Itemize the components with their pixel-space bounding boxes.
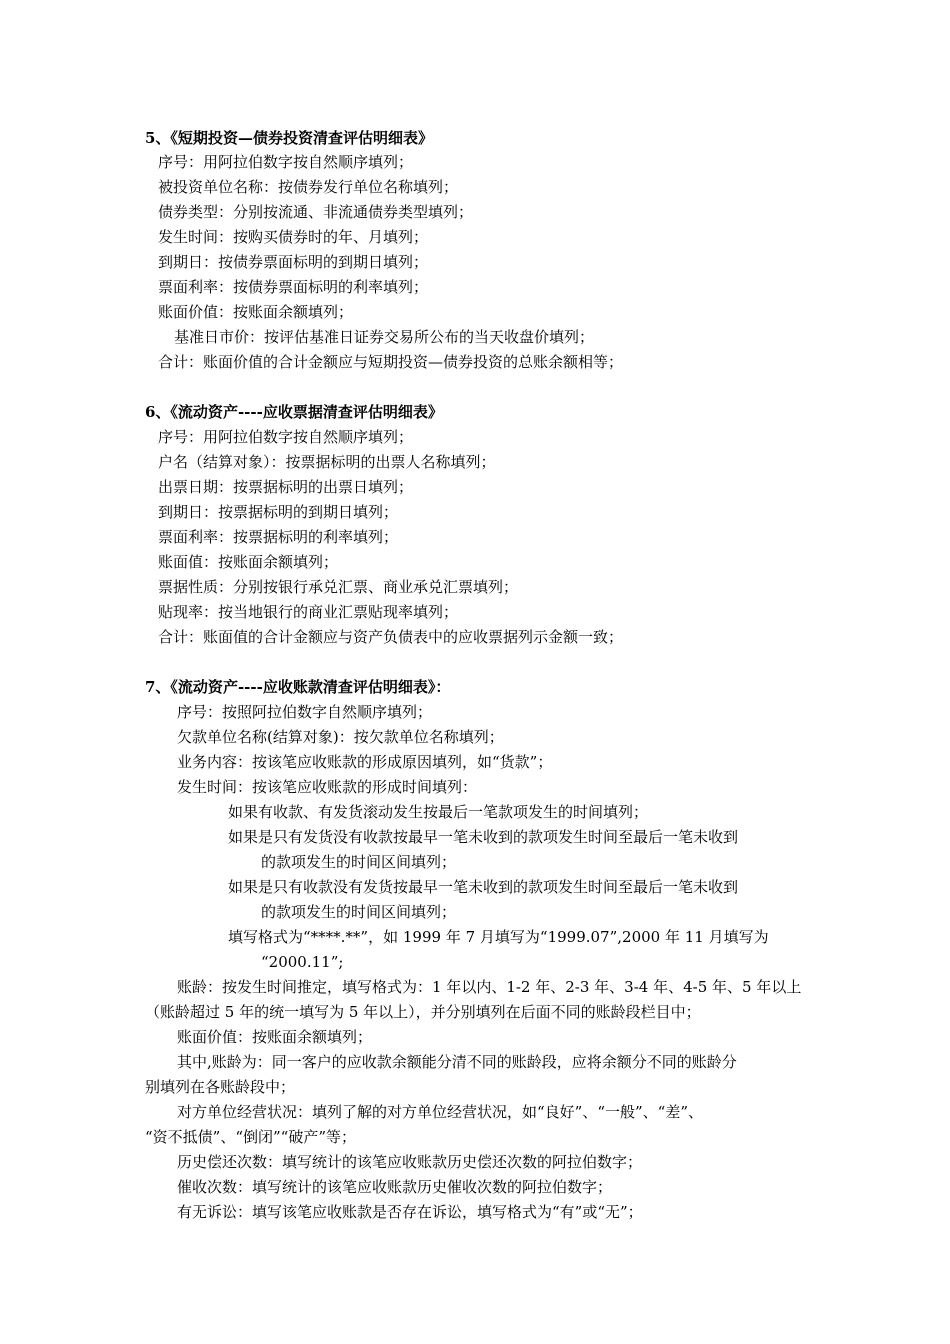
- section-6-line: 票据性质：分别按银行承兑汇票、商业承兑汇票填列；: [158, 578, 519, 596]
- section-6-line: 到期日：按票据标明的到期日填列；: [158, 503, 399, 521]
- section-7-line: “2000.11”;: [261, 953, 344, 971]
- section-7-line: 别填列在各账龄段中；: [145, 1078, 296, 1096]
- section-7-heading: 7、《流动资产----应收账款清查评估明细表》：: [145, 678, 451, 696]
- section-5-line: 序号：用阿拉伯数字按自然顺序填列；: [158, 153, 414, 171]
- section-6-line: 户名（结算对象）：按票据标明的出票人名称填列；: [158, 453, 496, 471]
- section-7-line: 催收次数：填写统计的该笔应收账款历史催收次数的阿拉伯数字；: [177, 1178, 613, 1196]
- section-7-line: 如果有收款、有发货滚动发生按最后一笔款项发生的时间填列；: [228, 803, 649, 821]
- section-7-line: 对方单位经营状况：填列了解的对方单位经营状况，如“良好”、“一般”、“差”、: [177, 1103, 704, 1121]
- section-5-line: 合计：账面价值的合计金额应与短期投资—债券投资的总账余额相等；: [158, 353, 624, 371]
- section-6-heading: 6、《流动资产----应收票据清查评估明细表》: [145, 403, 443, 421]
- section-5-line: 到期日：按债券票面标明的到期日填列；: [158, 253, 429, 271]
- section-7-line: 发生时间：按该笔应收账款的形成时间填列：: [177, 778, 478, 796]
- section-5-line: 发生时间：按购买债券时的年、月填列；: [158, 228, 429, 246]
- section-7-line: 账面价值：按账面余额填列；: [177, 1028, 373, 1046]
- section-7-line: （账龄超过 5 年的统一填写为 5 年以上），并分别填列在后面不同的账龄段栏目中；: [145, 1003, 701, 1021]
- section-7-line: 账龄：按发生时间推定，填写格式为：1 年以内、1-2 年、2-3 年、3-4 年、4-5 年、5 年以上: [177, 978, 802, 996]
- section-5-line: 账面价值：按账面余额填列；: [158, 303, 354, 321]
- section-7-line: 的款项发生的时间区间填列；: [261, 853, 457, 871]
- section-5-heading: 5、《短期投资—债券投资清查评估明细表》: [145, 129, 433, 147]
- section-7-line: 序号：按照阿拉伯数字自然顺序填列；: [177, 703, 433, 721]
- section-6-line: 贴现率：按当地银行的商业汇票贴现率填列；: [158, 603, 459, 621]
- section-7-line: 有无诉讼：填写该笔应收账款是否存在诉讼，填写格式为“有”或“无”；: [177, 1203, 643, 1221]
- section-7-line: 历史偿还次数：填写统计的该笔应收账款历史偿还次数的阿拉伯数字；: [177, 1153, 643, 1171]
- section-7-line: 欠款单位名称(结算对象)：按欠款单位名称填列；: [177, 728, 504, 746]
- section-6-line: 序号：用阿拉伯数字按自然顺序填列；: [158, 428, 414, 446]
- section-5-line: 被投资单位名称：按债券发行单位名称填列；: [158, 178, 459, 196]
- section-7-line: “资不抵债”、“倒闭”“破产”等；: [145, 1128, 357, 1146]
- section-6-line: 账面值：按账面余额填列；: [158, 553, 339, 571]
- section-6-line: 出票日期：按票据标明的出票日填列；: [158, 478, 414, 496]
- section-7-line: 填写格式为“****.**”，如 1999 年 7 月填写为“1999.07”,2000 年 11 月填写为: [228, 928, 769, 946]
- section-7-line: 的款项发生的时间区间填列；: [261, 903, 457, 921]
- section-7-line: 其中,账龄为：同一客户的应收款余额能分清不同的账龄段，应将余额分不同的账龄分: [177, 1053, 737, 1071]
- section-7-line: 如果是只有收款没有发货按最早一笔未收到的款项发生时间至最后一笔未收到: [228, 878, 739, 896]
- section-6-line: 合计：账面值的合计金额应与资产负债表中的应收票据列示金额一致；: [158, 628, 624, 646]
- section-7-line: 如果是只有发货没有收款按最早一笔未收到的款项发生时间至最后一笔未收到: [228, 828, 739, 846]
- section-5-line: 基准日市价：按评估基准日证券交易所公布的当天收盘价填列；: [174, 328, 595, 346]
- section-6-line: 票面利率：按票据标明的利率填列；: [158, 528, 399, 546]
- section-5-line: 票面利率：按债券票面标明的利率填列；: [158, 278, 429, 296]
- section-5-line: 债券类型：分别按流通、非流通债券类型填列；: [158, 203, 474, 221]
- section-7-line: 业务内容：按该笔应收账款的形成原因填列，如“货款”；: [177, 753, 553, 771]
